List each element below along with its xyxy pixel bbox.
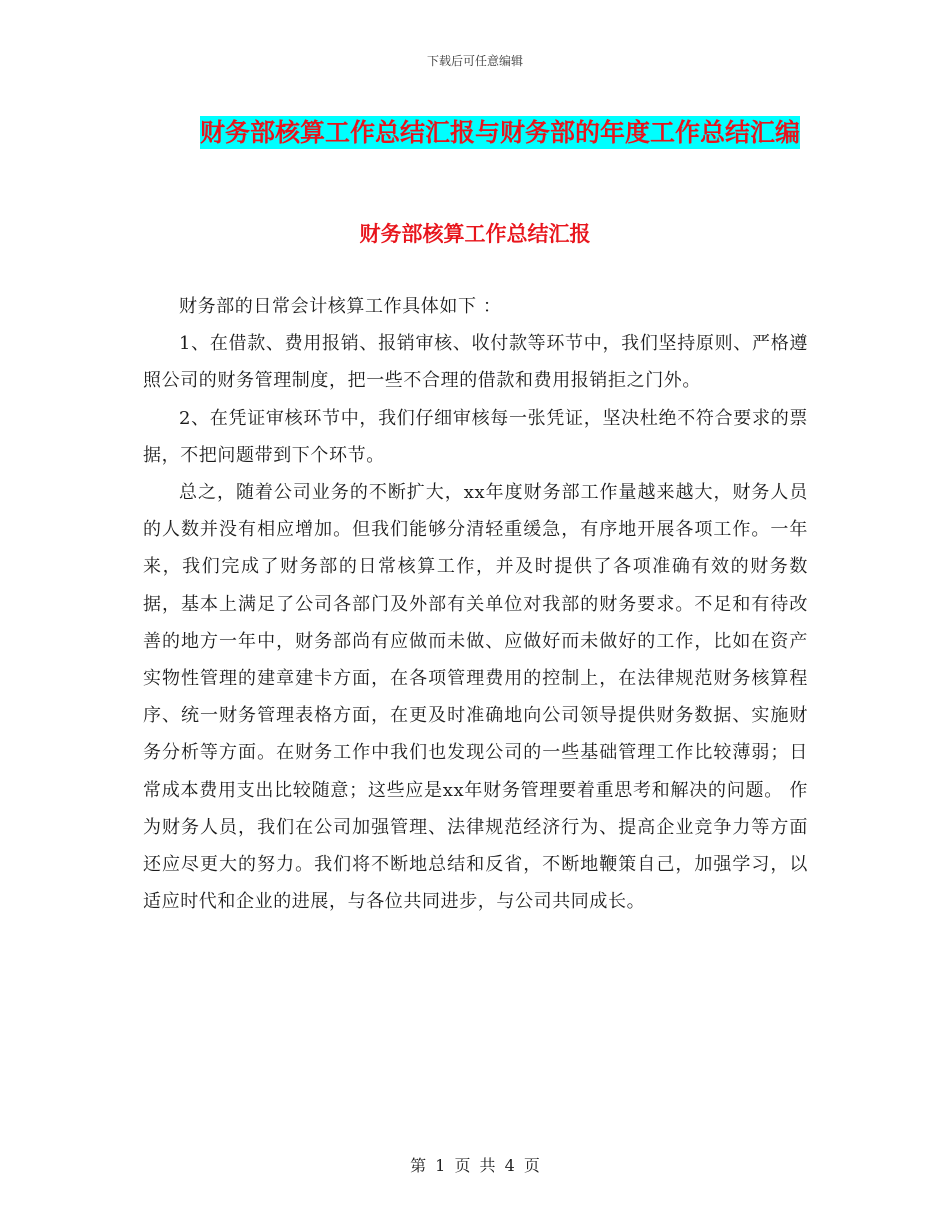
page-header-note: 下载后可任意编辑 [426,54,523,68]
paragraph: 财务部的日常会计核算工作具体如下 ： [179,296,502,317]
paragraph: 1、在借款、费用报销、报销审核、收付款等环节中，我们坚持原则、严格遵照公司的财务管理制度，把一些不合理的借款和费用报销拒之门外。 [143,333,808,392]
section-title: 财务部核算工作总结汇报 [359,222,591,246]
document-title [150,110,850,156]
paragraph: 2、在凭证审核环节中，我们仔细审核每一张凭证，坚决杜绝不符合要求的票据，不把问题带到下个环节。 [143,407,808,466]
document-body [143,288,808,920]
page-number: 第 1 页 共 4 页 [410,1156,540,1175]
paragraph: 总之，随着公司业务的不断扩大，xx年度财务部工作量越来越大，财务人员的人数并没有相应增加。但我们能够分清轻重缓急，有序地开展各项工作。一年来，我们完成了财务部的日常核算工作，并及时提供了各项准确有效的财务数据，基本上满足了公司各部门及外部有关单位对我部的财务要求。不足和有待改善的地方一年中，财务部尚有应做而未做、应做好而未做好的工作，比如在资产实物性管理的建章建卡方面，在各项管理费用的控制上，在法律规范财务核算程序、统一财务管理表格方面，在更及时准确地向公司领导提供财务数据、实施财务分析等方面。在财务工作中我们也发现公司的一些基础管理工作比较薄弱；日常成本费用支出比较随意；这些应是xx年财务管理要着重思考和解决的问题。 作为财务人员，我们在公司加强管理、法律规范经济行为、提高企业竞争力等方面还应尽更大的努力。我们将不断地总结和反省，不断地鞭策自己，加强学习，以适应时代和企业的进展，与各位共同进步，与公司共同成长。 [143,482,808,913]
document-title-text: 财务部核算工作总结汇报与财务部的年度工作总结汇编 [199,118,800,147]
